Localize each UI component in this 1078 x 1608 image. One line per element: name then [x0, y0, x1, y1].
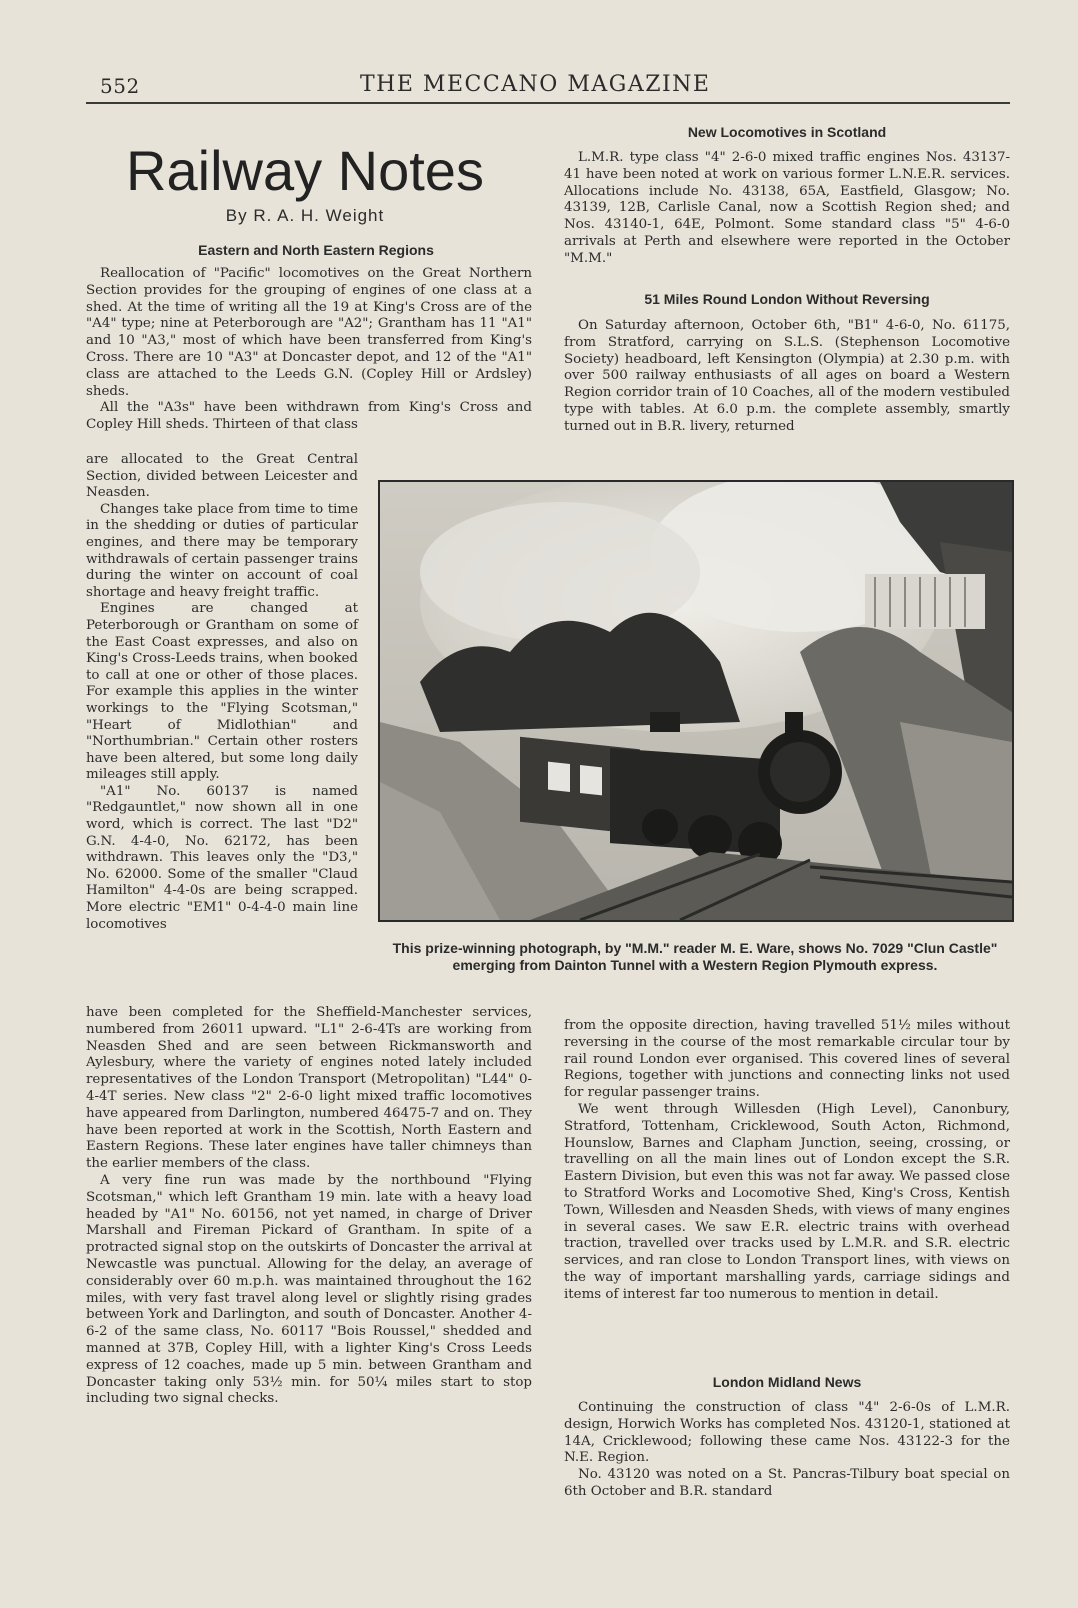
article-title: Railway Notes — [126, 139, 484, 202]
paragraph: No. 43120 was noted on a St. Pancras-Tilbury boat special on 6th October and B.R. standard — [564, 1467, 1010, 1499]
subhead-scotland — [564, 124, 1010, 140]
paragraph: Continuing the construction of class "4" 2-6-0s of L.M.R. design, Horwich Works has completed Nos. 43120-1, stationed at 14A, Cricklewood; following these came Nos. 43122-3 for the N.E. Region. — [564, 1400, 1010, 1466]
paragraph: are allocated to the Great Central Section, divided between Leicester and Neasden. — [86, 452, 358, 501]
subhead-eastern — [100, 242, 532, 258]
paragraph: from the opposite direction, having travelled 51½ miles without reversing in the course of the most remarkable circular tour by rail round London ever organised. This covered lines of several Regions, together with junctions and connecting links not used for regular passenger trains. — [564, 1018, 1010, 1101]
subhead-51-miles — [564, 291, 1010, 307]
left-column-bottom — [86, 1005, 532, 1408]
paragraph: "A1" No. 60137 is named "Redgauntlet," now shown all in one word, which is correct. The last "D2" G.N. 4-4-0, No. 62172, has been withdrawn. This leaves only the "D3," No. 62000. Some of the smaller "Claud Hamilton" 4-4-0s are being scrapped. More electric "EM1" 0-4-4-0 main line locomotives — [86, 783, 358, 932]
subhead-london-midland-text: London Midland News — [712, 1374, 862, 1390]
left-column-top — [86, 266, 532, 434]
right-column-51-miles — [564, 318, 1010, 436]
page-number: 552 — [100, 74, 140, 98]
paragraph: All the "A3s" have been withdrawn from King's Cross and Copley Hill sheds. Thirteen of that class — [86, 400, 532, 433]
right-column-london-midland — [564, 1400, 1010, 1501]
subhead-eastern-text: Eastern and North Eastern Regions — [198, 242, 434, 258]
right-column-bottom — [564, 1018, 1010, 1304]
left-column-narrow — [86, 452, 358, 933]
paragraph: A very fine run was made by the northbound "Flying Scotsman," which left Grantham 19 min. late with a heavy load headed by "A1" No. 60156, not yet named, in charge of Driver Marshall and Fireman Pickard of Grantham. In spite of a protracted signal stop on the outskirts of Doncaster the arrival at Newcastle was punctual. Allowing for the delay, an average of considerably over 60 m.p.h. was maintained throughout the 162 miles, with very fast travel along level or slightly rising grades between York and Darlington, and south of Doncaster. Another 4-6-2 of the same class, No. 60117 "Bois Roussel," shedded and manned at 37B, Copley Hill, with a lighter King's Cross Leeds express of 12 coaches, made up 5 min. between Grantham and Doncaster taking only 53½ min. for 50¼ miles start to stop including two signal checks. — [86, 1172, 532, 1407]
magazine-title: THE MECCANO MAGAZINE — [360, 72, 711, 97]
subhead-51-miles-text: 51 Miles Round London Without Reversing — [644, 291, 930, 307]
paragraph: Changes take place from time to time in the shedding or duties of particular engines, and there may be temporary withdrawals of certain passenger trains during the winter on account of coal shortage and heavy freight traffic. — [86, 501, 358, 600]
article-byline: By R. A. H. Weight — [225, 206, 385, 225]
locomotive-photograph — [378, 480, 1014, 922]
paragraph: L.M.R. type class "4" 2-6-0 mixed traffic engines Nos. 43137-41 have been noted at work on various former L.N.E.R. services. Allocations include No. 43138, 65A, Eastfield, Glasgow; No. 43139, 12B, Carlisle Canal, now a Scottish Region shed; and Nos. 43140-1, 64E, Polmont. Some standard class "5" 4-6-0 arrivals at Perth and elsewhere were reported in the October "M.M." — [564, 150, 1010, 266]
right-column-top — [564, 150, 1010, 268]
photo-caption: This prize-winning photograph, by "M.M." reader M. E. Ware, shows No. 7029 "Clun Castle" emerging from Dainton Tunnel with a Western Region Plymouth express. — [392, 940, 998, 973]
subhead-scotland-text: New Locomotives in Scotland — [687, 124, 887, 140]
header-rule — [86, 102, 1010, 104]
photo-illustration — [380, 482, 1012, 920]
paragraph: Engines are changed at Peterborough or Grantham on some of the East Coast expresses, and also on King's Cross-Leeds trains, when booked to call at one or other of those places. For example this applies in the winter workings to the "Flying Scotsman," "Heart of Midlothian" and "Northumbrian." Certain other rosters have been altered, but some long daily mileages still apply. — [86, 601, 358, 783]
paragraph: On Saturday afternoon, October 6th, "B1" 4-6-0, No. 61175, from Stratford, carrying on S.L.S. (Stephenson Locomotive Society) headboard, left Kensington (Olympia) at 2.30 p.m. with over 500 railway enthusiasts of all ages on board a Western Region corridor train of 10 Coaches, all of the modern vestibuled type with tables. At 6.0 p.m. the complete assembly, smartly turned out in B.R. livery, returned — [564, 318, 1010, 434]
subhead-london-midland — [564, 1374, 1010, 1390]
paragraph: We went through Willesden (High Level), Canonbury, Stratford, Tottenham, Cricklewood, South Acton, Richmond, Hounslow, Barnes and Clapham Junction, seeing, crossing, or travelling on all the main lines out of London except the S.R. Eastern Division, but even this was not far away. We passed close to Stratford Works and Locomotive Shed, King's Cross, Kentish Town, Willesden and Neasden Sheds, with views of many engines in several cases. We saw E.R. electric trains with overhead traction, travelled over tracks used by L.M.R. and S.R. electric services, and ran close to London Transport lines, with views on the way of important marshalling yards, carriage sidings and items of interest far too numerous to mention in detail. — [564, 1101, 1010, 1302]
paragraph: have been completed for the Sheffield-Manchester services, numbered from 26011 upward. "L1" 2-6-4Ts are working from Neasden Shed and are seen between Rickmansworth and Aylesbury, where the variety of engines noted lately included representatives of the London Transport (Metropolitan) "L44" 0-4-4T series. New class "2" 2-6-0 light mixed traffic locomotives have appeared from Darlington, numbered 46475-7 and on. They have been reported at work in the Scottish, North Eastern and Eastern Regions. These later engines have taller chimneys than the earlier members of the class. — [86, 1005, 532, 1172]
paragraph: Reallocation of "Pacific" locomotives on the Great Northern Section provides for the grouping of engines of one class at a shed. At the time of writing all the 19 at King's Cross are of the "A4" type; nine at Peterborough are "A2"; Grantham has 11 "A1" and 10 "A3," most of which have been transferred from King's Cross. There are 10 "A3" at Doncaster depot, and 12 of the "A1" class are attached to the Leeds G.N. (Copley Hill or Ardsley) sheds. — [86, 266, 532, 399]
